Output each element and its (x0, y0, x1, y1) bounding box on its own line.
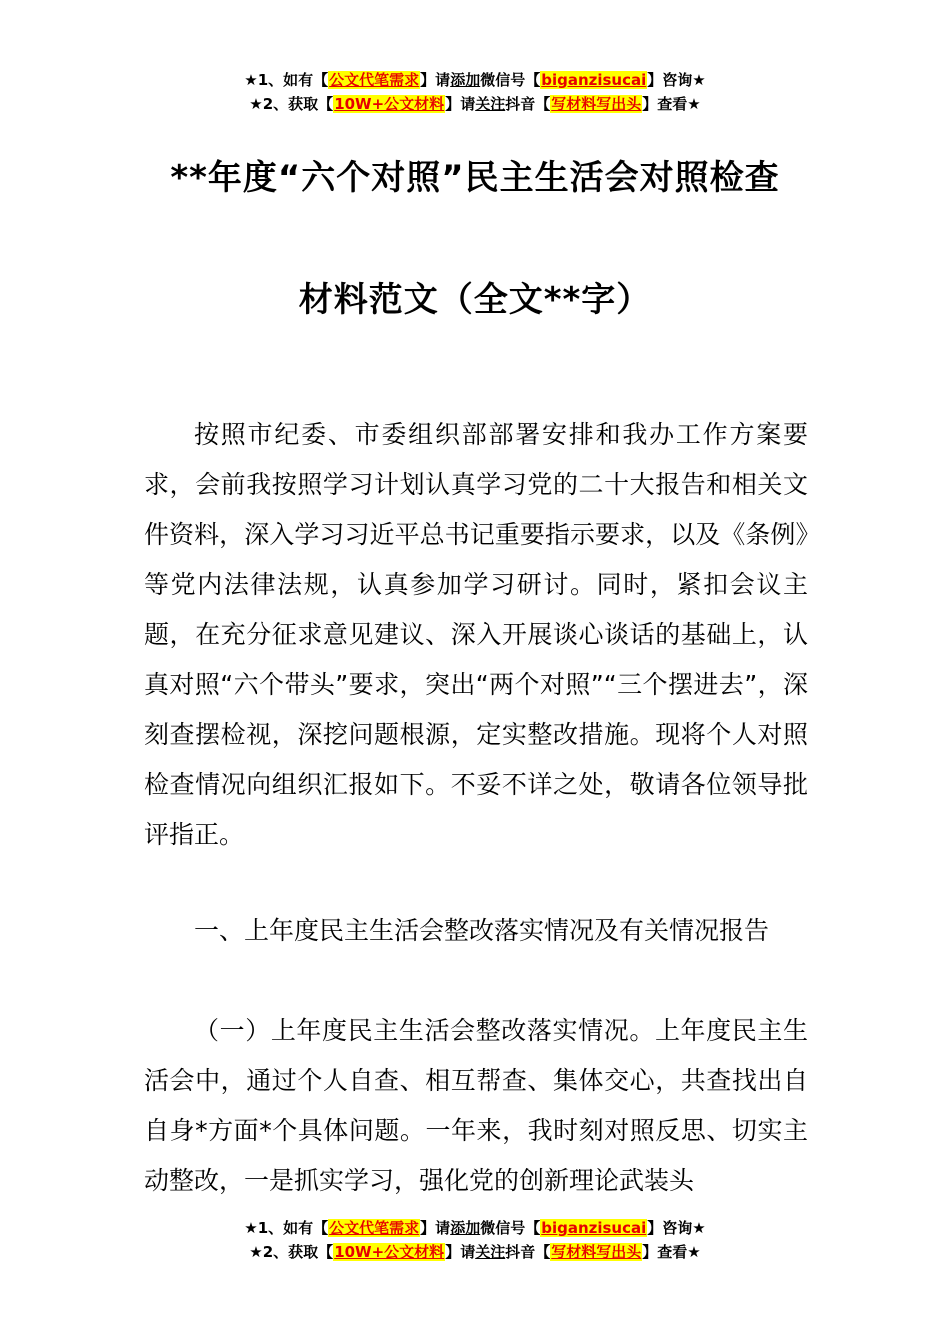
footer-notice (0, 1216, 950, 1264)
notice-text: 】请 (445, 95, 476, 113)
notice-emphasis: 关注 (475, 95, 506, 113)
notice-line-1 (0, 68, 950, 92)
notice-line-2 (0, 92, 950, 116)
highlight-service: 公文代笔需求 (329, 71, 420, 89)
notice-text: 】请 (445, 1243, 476, 1261)
notice-text: ★2、获取【 (249, 95, 334, 113)
notice-text: 抖音【 (505, 1243, 551, 1261)
notice-line-1 (0, 1216, 950, 1240)
notice-text: 】查看★ (642, 1243, 701, 1261)
highlight-wechat-id: biganzisucai (541, 71, 647, 89)
notice-text: 】请 (420, 1219, 451, 1237)
notice-text: ★2、获取【 (249, 1243, 334, 1261)
notice-text: ★1、如有【 (244, 1219, 329, 1237)
body-paragraph-section-1: （一）上年度民主生活会整改落实情况。上年度民主生活会中，通过个人自查、相互帮查、集体交心，共查找出自自身*方面*个具体问题。一年来，我时刻对照反思、切实主动整改，一是抓实学习，强化党的创新理论武装头 (144, 1016, 808, 1195)
notice-text: 】咨询★ (647, 1219, 706, 1237)
highlight-materials: 10W+公文材料 (334, 1243, 445, 1261)
highlight-materials: 10W+公文材料 (334, 95, 445, 113)
notice-text: 抖音【 (505, 95, 551, 113)
highlight-service: 公文代笔需求 (329, 1219, 420, 1237)
notice-emphasis: 关注 (475, 1243, 506, 1261)
document-title-line-1: **年度“六个对照”民主生活会对照检查 (170, 158, 780, 198)
header-notice (0, 68, 950, 116)
notice-text: 】咨询★ (647, 71, 706, 89)
notice-text: 】请 (420, 71, 451, 89)
notice-text: ★1、如有【 (244, 71, 329, 89)
notice-text: 微信号【 (480, 71, 541, 89)
section-heading-1: 一、上年度民主生活会整改落实情况及有关情况报告 (194, 916, 770, 945)
body-paragraph-intro: 按照市纪委、市委组织部部署安排和我办工作方案要求，会前我按照学习计划认真学习党的二十大报告和相关文件资料，深入学习习近平总书记重要指示要求，以及《条例》等党内法律法规，认真参加学习研讨。同时，紧扣会议主题，在充分征求意见建议、深入开展谈心谈话的基础上，认真对照“六个带头”要求，突出“两个对照”“三个摆进去”，深刻查摆检视，深挖问题根源，定实整改措施。现将个人对照检查情况向组织汇报如下。不妥不详之处，敬请各位领导批评指正。 (144, 420, 808, 849)
notice-emphasis: 添加 (450, 1219, 481, 1237)
highlight-douyin-account: 写材料写出头 (551, 1243, 642, 1261)
highlight-wechat-id: biganzisucai (541, 1219, 647, 1237)
highlight-douyin-account: 写材料写出头 (551, 95, 642, 113)
notice-text: 微信号【 (480, 1219, 541, 1237)
notice-emphasis: 添加 (450, 71, 481, 89)
notice-line-2 (0, 1240, 950, 1264)
notice-text: 】查看★ (642, 95, 701, 113)
document-title-line-2: 材料范文（全文**字） (298, 280, 652, 320)
